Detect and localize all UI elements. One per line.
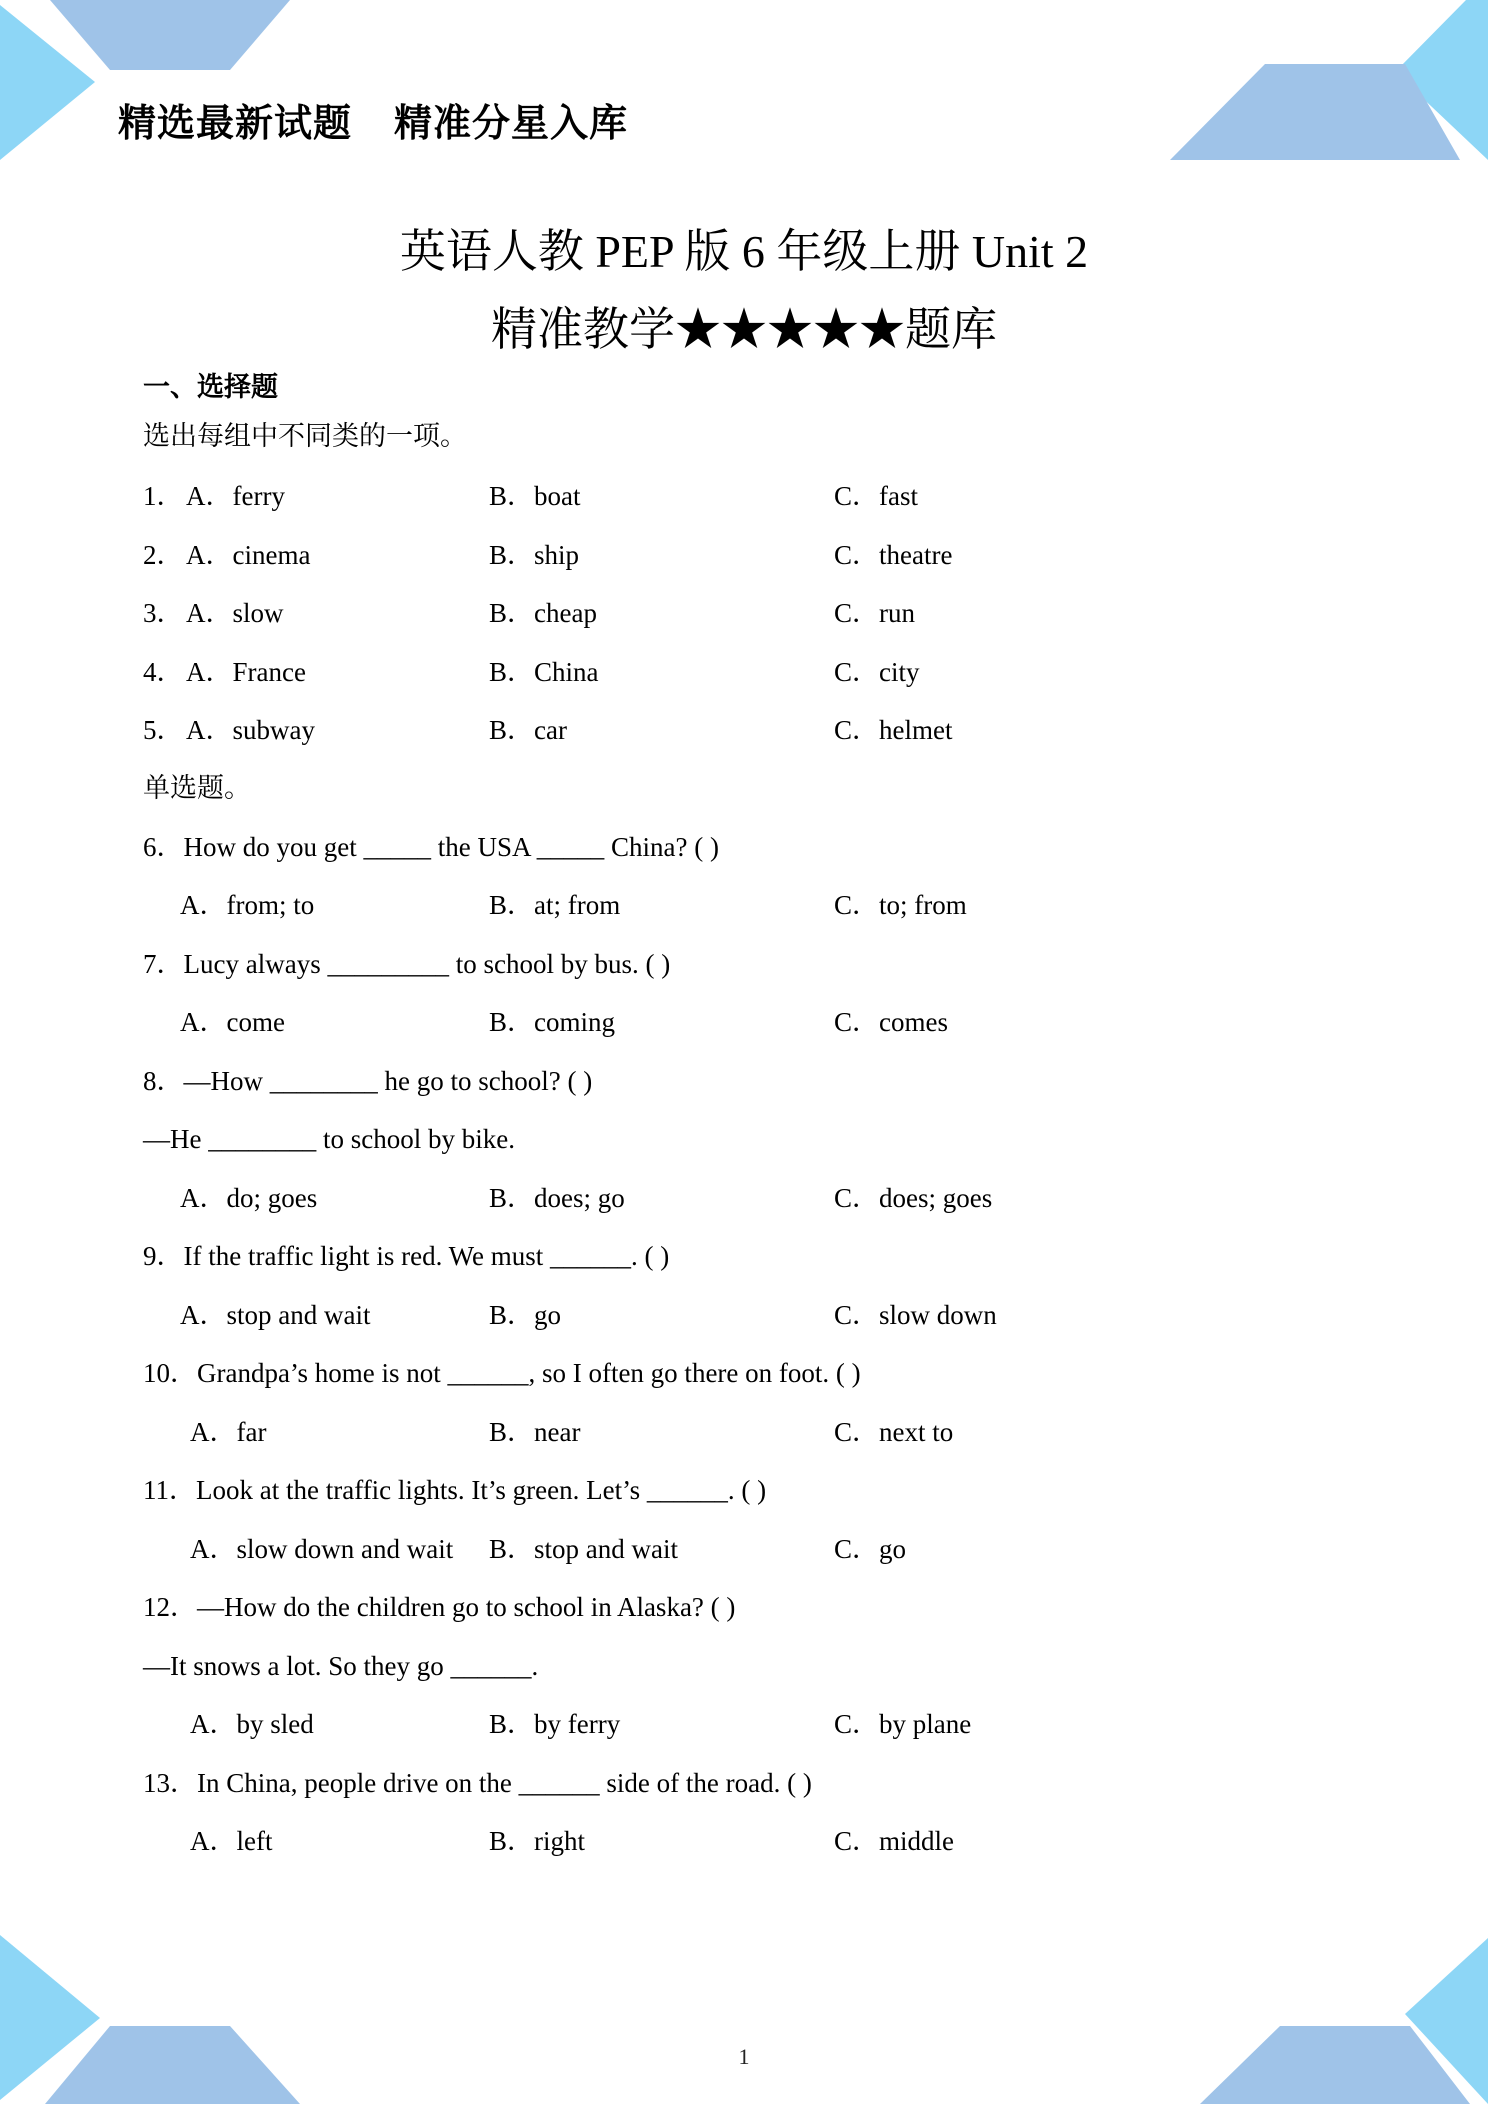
option-a: A．left	[190, 1826, 273, 1856]
option-c: C．middle	[834, 1826, 954, 1856]
header-banner	[118, 92, 628, 147]
option-c: C．theatre	[834, 540, 953, 570]
option-b: B．at; from	[489, 890, 621, 920]
question-stem: 8．—How ________ he go to school? ( )	[143, 1066, 593, 1096]
option-c: C．fast	[834, 481, 918, 511]
header-tag-left: 精选最新试题	[118, 101, 353, 145]
question-number: 2．	[143, 540, 184, 570]
option-a: A．by sled	[190, 1709, 314, 1739]
question-number: 4．	[143, 657, 184, 687]
document-title-line2: 精准教学★★★★★题库	[491, 304, 997, 355]
option-b: B．China	[489, 657, 599, 687]
option-b: B．stop and wait	[489, 1534, 678, 1564]
option-a: A．come	[180, 1007, 285, 1037]
question-stem: 10．Grandpa’s home is not ______, so I often go there on foot. ( )	[143, 1358, 861, 1388]
option-b: B．coming	[489, 1007, 615, 1037]
top-right-decoration	[1170, 0, 1488, 170]
option-c: C．next to	[834, 1417, 954, 1447]
option-a: A．subway	[186, 715, 315, 745]
question-stem: 6．How do you get _____ the USA _____ China? ( )	[143, 832, 719, 862]
question-stem: 11．Look at the traffic lights. It’s green. Let’s ______. ( )	[143, 1475, 767, 1505]
option-c: C．run	[834, 598, 915, 628]
option-b: B．car	[489, 715, 567, 745]
document-title-line1: 英语人教 PEP 版 6 年级上册 Unit 2	[399, 226, 1089, 277]
option-c: C．comes	[834, 1007, 948, 1037]
option-a: A．France	[186, 657, 306, 687]
section-heading: 一、选择题	[143, 372, 278, 403]
question-number: 5．	[143, 715, 184, 745]
question-stem: 13．In China, people drive on the ______ side of the road. ( )	[143, 1768, 812, 1798]
option-a: A．do; goes	[180, 1183, 318, 1213]
question-followup: —It snows a lot. So they go ______.	[143, 1651, 539, 1681]
option-b: B．right	[489, 1826, 586, 1856]
option-a: A．slow down and wait	[190, 1534, 454, 1564]
page-number: 1	[738, 2044, 750, 2069]
option-b: B．near	[489, 1417, 581, 1447]
option-c: C．go	[834, 1534, 907, 1564]
bottom-right-decoration	[1170, 1930, 1488, 2104]
option-c: C．does; goes	[834, 1183, 993, 1213]
option-b: B．by ferry	[489, 1709, 621, 1739]
option-a: A．far	[190, 1417, 267, 1447]
option-a: A．ferry	[186, 481, 285, 511]
option-c: C．by plane	[834, 1709, 972, 1739]
question-number: 3．	[143, 598, 184, 628]
option-a: A．cinema	[186, 540, 311, 570]
option-a: A．stop and wait	[180, 1300, 371, 1330]
option-c: C．to; from	[834, 890, 967, 920]
part2-instruction: 单选题。	[143, 773, 251, 803]
option-c: C．helmet	[834, 715, 953, 745]
option-b: B．go	[489, 1300, 562, 1330]
question-number: 1．	[143, 481, 184, 511]
header-tag-right: 精准分星入库	[394, 101, 629, 145]
question-followup: —He ________ to school by bike.	[143, 1124, 515, 1154]
bottom-left-decoration	[0, 1930, 300, 2104]
option-b: B．boat	[489, 481, 581, 511]
question-stem: 12．—How do the children go to school in Alaska? ( )	[143, 1592, 736, 1622]
part1-instruction: 选出每组中不同类的一项。	[143, 421, 467, 451]
option-b: B．cheap	[489, 598, 597, 628]
option-b: B．ship	[489, 540, 580, 570]
option-c: C．city	[834, 657, 920, 687]
question-stem: 7．Lucy always _________ to school by bus. ( )	[143, 949, 671, 979]
option-a: A．slow	[186, 598, 284, 628]
option-b: B．does; go	[489, 1183, 625, 1213]
option-a: A．from; to	[180, 890, 315, 920]
option-c: C．slow down	[834, 1300, 997, 1330]
question-stem: 9．If the traffic light is red. We must ______. ( )	[143, 1241, 670, 1271]
